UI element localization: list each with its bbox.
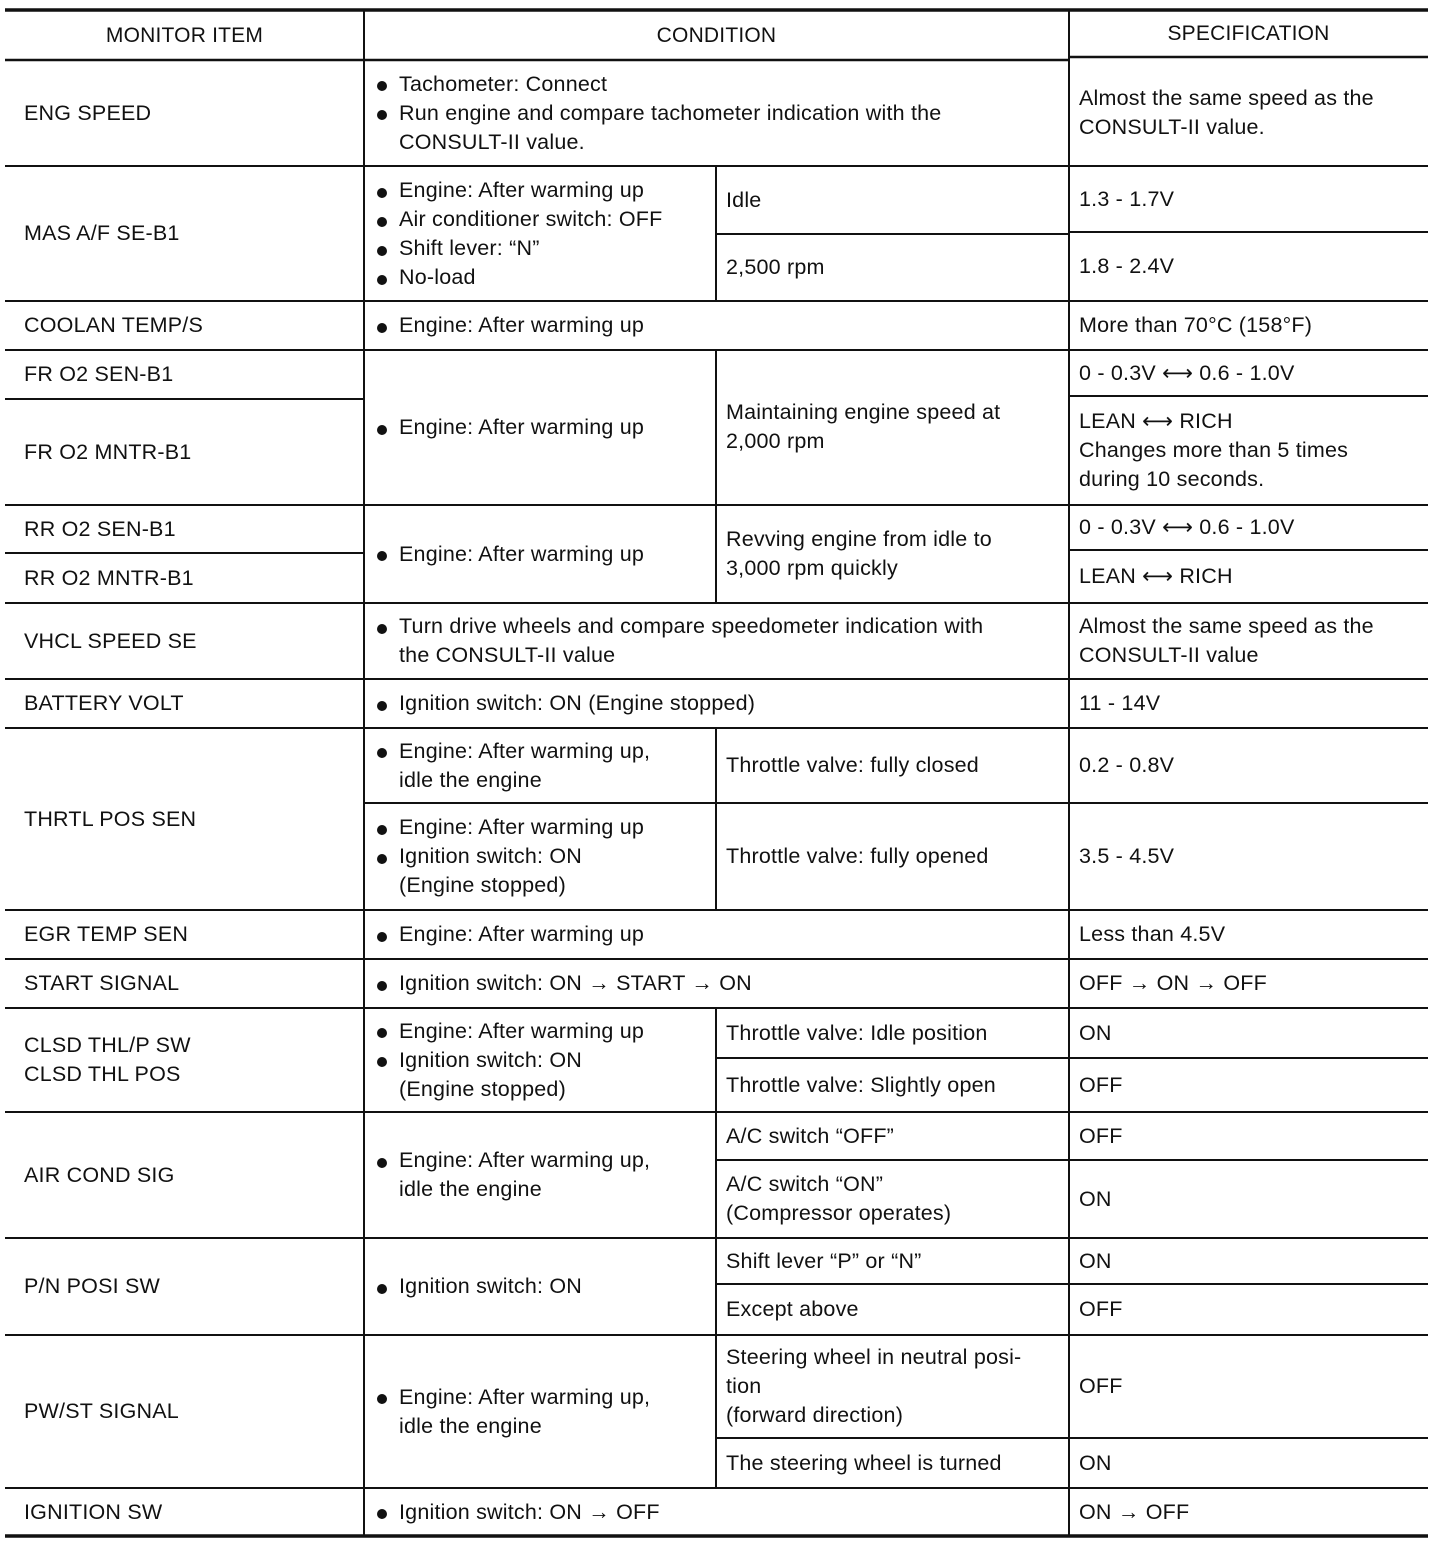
subcondition-pwst-turned-text: The steering wheel is turned <box>726 1450 1002 1475</box>
header-specification <box>1069 10 1428 57</box>
condition-ignition-sw-bullet: Ignition switch: ON → OFF <box>374 1498 1059 1527</box>
subcondition-pn-except-text: Except above <box>726 1297 859 1321</box>
item-pn-posi-sw <box>5 1238 364 1335</box>
spec-vhcl-speed-line: Almost the same speed as the <box>1079 614 1374 638</box>
spec-clsd-idle <box>1069 1008 1428 1058</box>
spec-clsd-slight-text: OFF <box>1079 1072 1123 1097</box>
item-pwst-signal-text: PW/ST SIGNAL <box>24 1399 179 1423</box>
spec-vhcl-speed <box>1069 603 1428 679</box>
spec-battery-volt <box>1069 679 1428 728</box>
spec-thrtl-opened <box>1069 803 1428 910</box>
condition-rr-o2 <box>364 505 716 603</box>
condition-egr-temp <box>364 910 1069 959</box>
spec-pn-except <box>1069 1284 1428 1335</box>
spec-fr-o2-mntr-line: LEAN ⟷ RICH <box>1079 409 1233 433</box>
condition-vhcl-speed-line: the CONSULT-II value <box>399 643 616 667</box>
condition-egr-temp-bullet: Engine: After warming up <box>374 920 1059 949</box>
spec-rr-o2-mntr <box>1069 550 1428 603</box>
item-rr-o2-mntr-text: RR O2 MNTR-B1 <box>24 565 194 590</box>
item-rr-o2-mntr <box>5 553 364 603</box>
subcondition-clsd-slight <box>716 1058 1069 1112</box>
item-mas-af-text: MAS A/F SE-B1 <box>24 221 180 245</box>
item-egr-temp <box>5 910 364 959</box>
subcondition-ac-on <box>716 1160 1069 1238</box>
condition-clsd-thl <box>364 1008 716 1112</box>
item-ignition-sw-text: IGNITION SW <box>24 1499 163 1524</box>
subcondition-pwst-neutral-line: (forward direction) <box>726 1403 904 1427</box>
condition-mas-af-bullet: No-load <box>374 263 706 292</box>
spec-fr-o2-sen <box>1069 350 1428 396</box>
item-rr-o2-sen-text: RR O2 SEN-B1 <box>24 516 176 541</box>
subcondition-clsd-idle <box>716 1008 1069 1058</box>
spec-rr-o2-mntr-text: LEAN ⟷ RICH <box>1079 564 1233 588</box>
header-monitor-item-text: MONITOR ITEM <box>105 23 264 47</box>
condition-eng-speed-bullet: Run engine and compare tachometer indication with the <box>374 99 1059 128</box>
item-fr-o2-mntr-text: FR O2 MNTR-B1 <box>24 439 192 464</box>
condition-battery-volt <box>364 679 1069 728</box>
item-egr-temp-text: EGR TEMP SEN <box>24 922 189 946</box>
spec-pwst-turned <box>1069 1438 1428 1488</box>
header-monitor-item <box>5 10 364 60</box>
item-vhcl-speed-text: VHCL SPEED SE <box>24 628 197 653</box>
item-rr-o2-sen <box>5 505 364 553</box>
subcondition-thrtl-opened-text: Throttle valve: fully opened <box>726 844 989 868</box>
condition-mas-af-bullet: Shift lever: “N” <box>374 234 706 263</box>
condition-mas-af-bullet: Engine: After warming up <box>374 176 706 205</box>
item-eng-speed <box>5 60 364 166</box>
condition-vhcl-speed <box>364 603 1069 679</box>
header-condition-text: CONDITION <box>656 23 777 47</box>
spec-thrtl-closed-text: 0.2 - 0.8V <box>1079 753 1175 777</box>
condition-air-cond-sig <box>364 1112 716 1238</box>
subcondition-2500rpm-text: 2,500 rpm <box>726 255 825 279</box>
condition-mas-af-bullet: Air conditioner switch: OFF <box>374 205 706 234</box>
condition-pn-posi-sw-bullet: Ignition switch: ON <box>374 1272 706 1301</box>
spec-egr-temp-text: Less than 4.5V <box>1079 922 1226 946</box>
item-eng-speed-text: ENG SPEED <box>24 100 152 125</box>
spec-pwst-neutral <box>1069 1335 1428 1438</box>
item-clsd-thl-line: CLSD THL POS <box>24 1062 181 1086</box>
spec-eng-speed <box>1069 60 1428 166</box>
item-fr-o2-sen-text: FR O2 SEN-B1 <box>24 362 174 386</box>
spec-fr-o2-mntr-line: Changes more than 5 times <box>1079 438 1349 462</box>
item-mas-af <box>5 166 364 301</box>
condition-thrtl-idle-line: idle the engine <box>399 767 542 792</box>
spec-fr-o2-mntr <box>1069 396 1428 505</box>
subcondition-pn-shift <box>716 1238 1069 1284</box>
condition-pwst-signal-line: idle the engine <box>399 1413 542 1438</box>
spec-ac-off-text: OFF <box>1079 1123 1123 1148</box>
condition-air-cond-sig-bullet: Engine: After warming up, <box>374 1146 706 1175</box>
subcondition-rr-o2-line: Revving engine from idle to <box>726 527 992 551</box>
condition-thrtl-stopped-line: (Engine stopped) <box>399 873 566 897</box>
subcondition-clsd-idle-text: Throttle valve: Idle position <box>726 1020 988 1045</box>
condition-fr-o2-bullet: Engine: After warming up <box>374 413 706 442</box>
spec-mas-2500 <box>1069 232 1428 301</box>
header-specification-text: SPECIFICATION <box>1167 22 1330 45</box>
spec-egr-temp <box>1069 910 1428 959</box>
subcondition-pwst-turned <box>716 1438 1069 1488</box>
subcondition-thrtl-closed <box>716 728 1069 803</box>
condition-pwst-signal-bullet: Engine: After warming up, <box>374 1383 706 1412</box>
condition-start-signal-bullet: Ignition switch: ON → START → ON <box>374 969 1059 998</box>
spec-rr-o2-sen <box>1069 505 1428 550</box>
subcondition-fr-o2-line: Maintaining engine speed at <box>726 400 1001 424</box>
item-pn-posi-sw-text: P/N POSI SW <box>24 1274 160 1298</box>
item-battery-volt-text: BATTERY VOLT <box>24 691 184 715</box>
item-coolan-temp-text: COOLAN TEMP/S <box>24 313 204 337</box>
spec-start-signal <box>1069 959 1428 1008</box>
condition-ignition-sw <box>364 1488 1069 1536</box>
condition-eng-speed-line: CONSULT-II value. <box>399 129 585 154</box>
condition-fr-o2 <box>364 350 716 505</box>
spec-clsd-idle-text: ON <box>1079 1020 1112 1045</box>
condition-battery-volt-bullet: Ignition switch: ON (Engine stopped) <box>374 689 1059 718</box>
condition-thrtl-stopped <box>364 803 716 910</box>
subcondition-idle-text: Idle <box>726 187 762 212</box>
spec-thrtl-opened-text: 3.5 - 4.5V <box>1079 844 1175 868</box>
spec-fr-o2-mntr-line: during 10 seconds. <box>1079 467 1265 491</box>
spec-rr-o2-sen-text: 0 - 0.3V ⟷ 0.6 - 1.0V <box>1079 515 1295 539</box>
condition-eng-speed <box>364 60 1069 166</box>
subcondition-pn-shift-text: Shift lever “P” or “N” <box>726 1248 922 1273</box>
item-coolan-temp <box>5 301 364 350</box>
header-condition <box>364 10 1069 60</box>
spec-eng-speed-line: Almost the same speed as the <box>1079 86 1374 110</box>
item-clsd-thl-line: CLSD THL/P SW <box>24 1033 191 1057</box>
condition-thrtl-stopped-bullet: Engine: After warming up <box>374 813 706 842</box>
spec-ignition-sw <box>1069 1488 1428 1536</box>
spec-ac-off <box>1069 1112 1428 1160</box>
item-pwst-signal <box>5 1335 364 1488</box>
item-clsd-thl <box>5 1008 364 1112</box>
condition-start-signal <box>364 959 1069 1008</box>
subcondition-pwst-neutral-line: Steering wheel in neutral posi- <box>726 1345 1022 1369</box>
spec-mas-idle-text: 1.3 - 1.7V <box>1079 186 1175 211</box>
spec-ignition-sw-text: ON → OFF <box>1079 1499 1190 1524</box>
spec-ac-on <box>1069 1160 1428 1238</box>
condition-vhcl-speed-bullet: Turn drive wheels and compare speedometer indication with <box>374 612 1059 641</box>
subcondition-pn-except <box>716 1284 1069 1335</box>
subcondition-thrtl-opened <box>716 803 1069 910</box>
subcondition-idle <box>716 166 1069 234</box>
subcondition-ac-off <box>716 1112 1069 1160</box>
subcondition-rr-o2-line: 3,000 rpm quickly <box>726 556 898 580</box>
condition-rr-o2-bullet: Engine: After warming up <box>374 540 706 569</box>
spec-pwst-neutral-text: OFF <box>1079 1374 1123 1398</box>
condition-clsd-thl-bullet: Ignition switch: ON <box>374 1046 706 1075</box>
item-air-cond-sig-text: AIR COND SIG <box>24 1162 175 1187</box>
condition-pn-posi-sw <box>364 1238 716 1335</box>
spec-vhcl-speed-line: CONSULT-II value <box>1079 643 1259 667</box>
item-fr-o2-sen <box>5 350 364 399</box>
item-fr-o2-mntr <box>5 399 364 505</box>
subcondition-pwst-neutral <box>716 1335 1069 1438</box>
condition-clsd-thl-line: (Engine stopped) <box>399 1076 566 1101</box>
condition-thrtl-idle <box>364 728 716 803</box>
spec-clsd-slight <box>1069 1058 1428 1112</box>
subcondition-ac-off-text: A/C switch “OFF” <box>726 1123 895 1148</box>
subcondition-ac-on-line: A/C switch “ON” <box>726 1172 884 1196</box>
spec-pwst-turned-text: ON <box>1079 1450 1112 1475</box>
subcondition-rr-o2 <box>716 505 1069 603</box>
item-start-signal-text: START SIGNAL <box>24 971 180 995</box>
spec-coolan-temp <box>1069 301 1428 350</box>
condition-pwst-signal <box>364 1335 716 1488</box>
subcondition-clsd-slight-text: Throttle valve: Slightly open <box>726 1072 996 1097</box>
condition-clsd-thl-bullet: Engine: After warming up <box>374 1017 706 1046</box>
condition-eng-speed-bullet: Tachometer: Connect <box>374 70 1059 99</box>
spec-pn-on <box>1069 1238 1428 1284</box>
subcondition-fr-o2-line: 2,000 rpm <box>726 429 825 453</box>
item-thrtl-pos-text: THRTL POS SEN <box>24 806 197 831</box>
item-air-cond-sig <box>5 1112 364 1238</box>
spec-coolan-temp-text: More than 70°C (158°F) <box>1079 313 1313 337</box>
spec-thrtl-closed <box>1069 728 1428 803</box>
spec-start-signal-text: OFF → ON → OFF <box>1079 971 1267 995</box>
subcondition-ac-on-line: (Compressor operates) <box>726 1201 952 1225</box>
condition-thrtl-stopped-bullet: Ignition switch: ON <box>374 842 706 871</box>
spec-ac-on-text: ON <box>1079 1186 1112 1211</box>
condition-thrtl-idle-bullet: Engine: After warming up, <box>374 737 706 766</box>
subcondition-thrtl-closed-text: Throttle valve: fully closed <box>726 753 979 777</box>
spec-eng-speed-line: CONSULT-II value. <box>1079 115 1265 139</box>
spec-pn-except-text: OFF <box>1079 1297 1123 1321</box>
spec-fr-o2-sen-text: 0 - 0.3V ⟷ 0.6 - 1.0V <box>1079 360 1295 385</box>
spec-battery-volt-text: 11 - 14V <box>1079 691 1161 715</box>
item-vhcl-speed <box>5 603 364 679</box>
subcondition-fr-o2 <box>716 350 1069 505</box>
item-start-signal <box>5 959 364 1008</box>
item-battery-volt <box>5 679 364 728</box>
condition-coolan-temp-bullet: Engine: After warming up <box>374 311 1059 340</box>
spec-pn-on-text: ON <box>1079 1248 1112 1273</box>
subcondition-pwst-neutral-line: tion <box>726 1374 762 1398</box>
item-ignition-sw <box>5 1488 364 1536</box>
condition-coolan-temp <box>364 301 1069 350</box>
subcondition-2500rpm <box>716 234 1069 301</box>
condition-air-cond-sig-line: idle the engine <box>399 1177 542 1201</box>
condition-mas-af <box>364 166 716 301</box>
spec-mas-2500-text: 1.8 - 2.4V <box>1079 254 1175 278</box>
spec-mas-idle <box>1069 166 1428 232</box>
item-thrtl-pos <box>5 728 364 910</box>
